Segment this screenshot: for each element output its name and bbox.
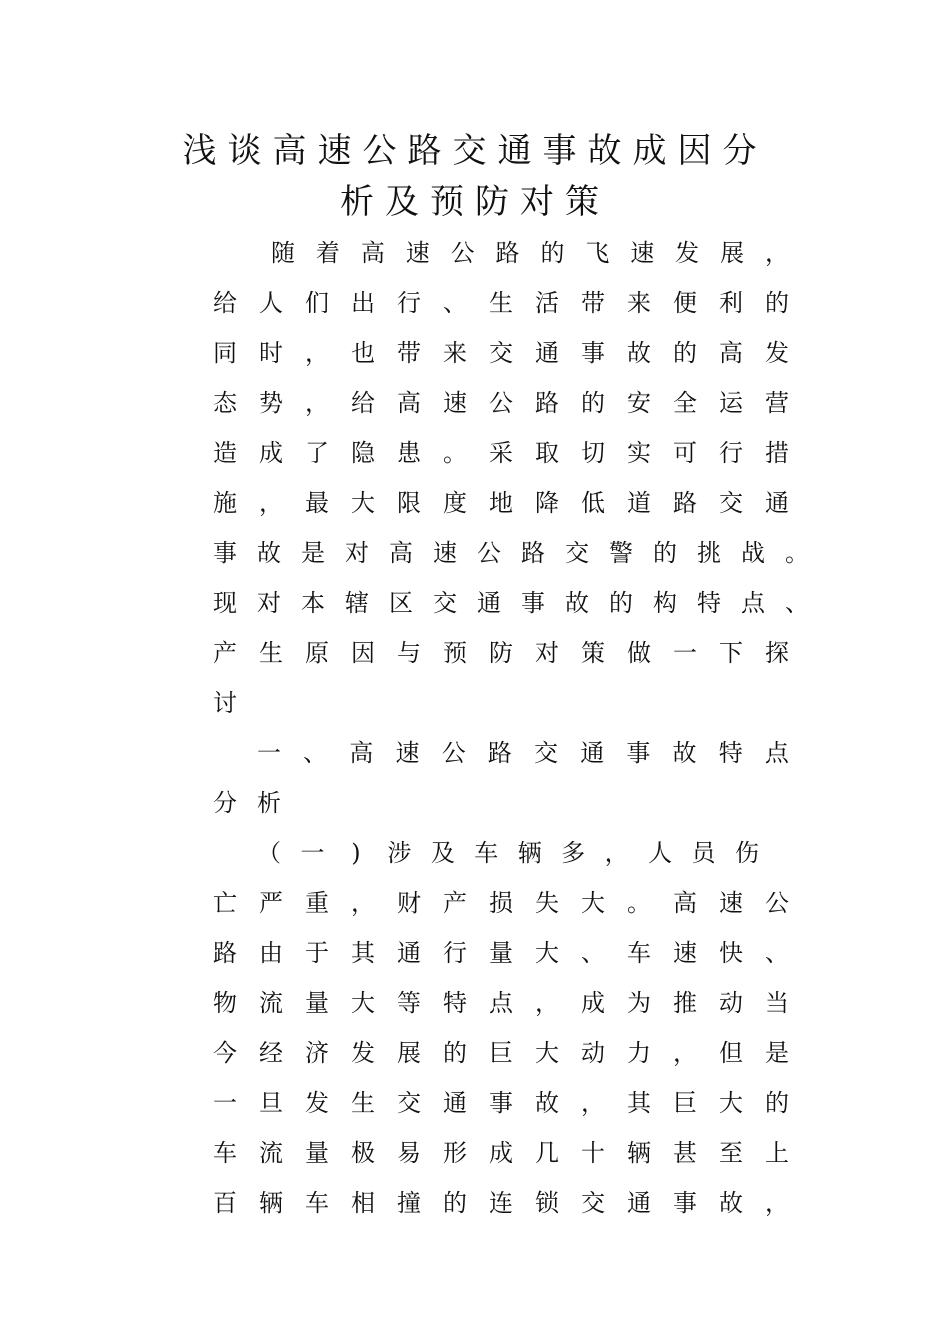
body-line: （ 一 ) 涉 及 车 辆 多 ， 人 员 伤 (257, 839, 759, 867)
body-line: 车 流 量 极 易 形 成 几 十 辆 甚 至 上 (213, 1139, 789, 1167)
body-line: 今 经 济 发 展 的 巨 大 动 力 ， 但 是 (213, 1039, 789, 1067)
body-line: 产 生 原 因 与 预 防 对 策 做 一 下 探 (213, 639, 789, 667)
document-title-line-1: 浅谈高速公路交通事故成因分 (182, 131, 768, 171)
body-line: 一 旦 发 生 交 通 事 故 ， 其 巨 大 的 (213, 1089, 789, 1117)
body-line: 给 人 们 出 行 、 生 活 带 来 便 利 的 (213, 289, 789, 317)
body-line: 同 时 ， 也 带 来 交 通 事 故 的 高 发 (213, 339, 789, 367)
body-line: 随 着 高 速 公 路 的 飞 速 发 展 ， (271, 239, 789, 267)
body-line: 亡 严 重 ， 财 产 损 失 大 。 高 速 公 (213, 889, 789, 917)
body-line: 事 故 是 对 高 速 公 路 交 警 的 挑 战 。 (213, 539, 809, 567)
body-line: 态 势 ， 给 高 速 公 路 的 安 全 运 营 (213, 389, 789, 417)
body-line: 现 对 本 辖 区 交 通 事 故 的 构 特 点 、 (213, 589, 809, 617)
body-line: 造 成 了 隐 患 。 采 取 切 实 可 行 措 (213, 439, 789, 467)
document-title-line-2: 析及预防对策 (340, 182, 610, 222)
body-line: 分 析 (213, 789, 281, 817)
body-line: 百 辆 车 相 撞 的 连 锁 交 通 事 故 ， (213, 1189, 789, 1217)
body-line: 施 ， 最 大 限 度 地 降 低 道 路 交 通 (213, 489, 789, 517)
body-line: 一 、 高 速 公 路 交 通 事 故 特 点 (257, 739, 789, 767)
body-line: 物 流 量 大 等 特 点 ， 成 为 推 动 当 (213, 989, 789, 1017)
body-line: 路 由 于 其 通 行 量 大 、 车 速 快 、 (213, 939, 789, 967)
body-line: 讨 (213, 689, 237, 717)
